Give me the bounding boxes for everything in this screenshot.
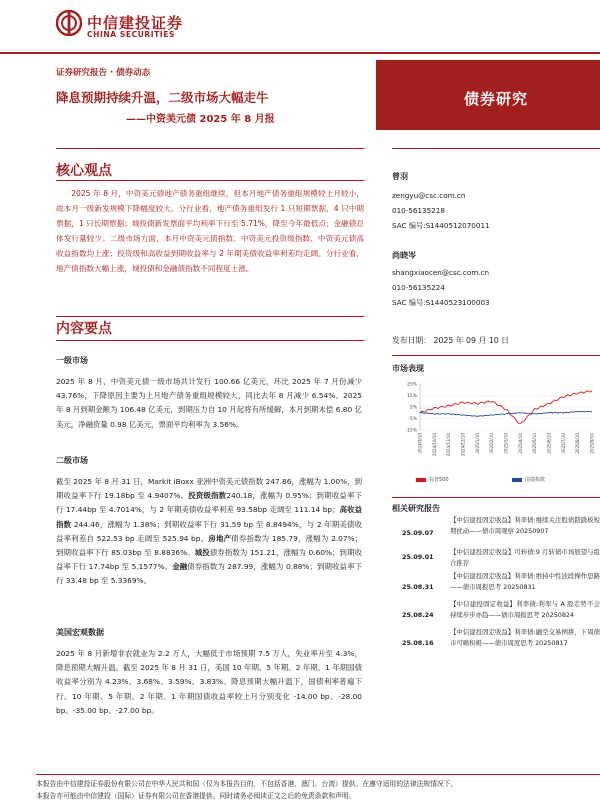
x-tick-label: 2025/9/10 bbox=[589, 433, 595, 454]
related-report-item[interactable] bbox=[392, 547, 600, 569]
core-view-title: 核心观点 bbox=[56, 163, 112, 179]
related-report-item[interactable] bbox=[392, 627, 600, 661]
analyst-name: 尚晓岑 bbox=[392, 251, 416, 260]
y-tick-label: -5% bbox=[408, 417, 417, 423]
y-tick-label: -15% bbox=[405, 428, 417, 434]
divider bbox=[56, 340, 364, 341]
chart-legend bbox=[392, 476, 600, 486]
logo-text-en: CHINA SECURITIES bbox=[87, 30, 175, 39]
related-report-item[interactable] bbox=[392, 515, 600, 549]
footer-divider bbox=[36, 774, 600, 775]
y-tick-label: 15% bbox=[406, 394, 417, 400]
analyst-email[interactable]: shangxiaocen@csc.com.cn bbox=[392, 268, 490, 277]
related-report-date: 25.08.31 bbox=[402, 583, 434, 591]
x-tick-label: 2025/1/10 bbox=[474, 433, 480, 454]
x-tick-label: 2025/2/10 bbox=[489, 433, 495, 454]
x-tick-label: 2024/12/10 bbox=[460, 433, 466, 457]
company-logo bbox=[56, 8, 216, 44]
publish-date: 发布日期： 2025 年 09 月 10 日 bbox=[392, 336, 509, 345]
divider bbox=[56, 148, 364, 149]
legend-item: 标普500 bbox=[416, 476, 449, 483]
related-report-title[interactable]: 【中信建投固定收益】利率债:利率与 A 股走势不会持续步步亦趋——债市周报思考 20250824 bbox=[450, 600, 600, 619]
x-tick-label: 2025/3/10 bbox=[503, 433, 509, 454]
x-tick-label: 2025/8/10 bbox=[575, 433, 581, 454]
analyst-phone: 010-56135224 bbox=[392, 283, 445, 292]
related-report-date: 25.08.24 bbox=[402, 611, 434, 619]
divider bbox=[392, 148, 600, 149]
y-tick-label: 5% bbox=[409, 405, 417, 411]
secondary-market-heading: 二级市场 bbox=[56, 456, 88, 465]
related-report-title[interactable]: 【中信建投固定收益】利率债:融空交易例拼，下周债市可略积极——债市周度思考 20250817 bbox=[450, 628, 600, 647]
us-macro-text: 2025 年 8 月新增非农就业为 2.2 万人，大幅低于市场预期 7.5 万人，失业率升至 4.3%，降息预期大幅升温。截至 2025 年 8 月 31 日，美国 10 年期、5 年期、2 年期、1 年期国债收益率分别为 4.23%、3.68%、3.59%、3.83%。降息预期大幅升温下，国债利率普遍下行。10 年期、5 年期、2 年期、1 年期国债收益率较上月分别变化 -14.00 bp、-28.00 bp、-35.00 bp、-27.00 bp。 bbox=[56, 649, 362, 715]
report-subtitle: ——中资美元债 2025 年 8 月报 bbox=[126, 114, 275, 125]
report-title: 降息预期持续升温，二级市场大幅走牛 bbox=[56, 90, 269, 105]
y-tick-label: 25% bbox=[406, 382, 417, 388]
related-report-date: 25.09.01 bbox=[402, 553, 434, 561]
primary-market-text: 2025 年 8 月，中资美元债一级市场共计发行 100.66 亿美元，环比 2025 年 7 月份减少 43.76%，下降原因主要为上月地产债务重组规模较大，同比去年 8 月减少 6.54%。2025 年 8 月到期金额为 106.48 亿美元，到期压力自 10 月起将有所缓解，本月到期未偿 6.80 亿美元，净融资量 0.98 亿美元，票面平均利率为 3.56%。 bbox=[56, 377, 362, 429]
core-view-text: 2025 年 8 月，中资美元债地产债务重组继续，但本月地产债务重组规模较上月较小，故本月一级新发规模下降幅度较大。分行业看，地产债务重组发行 1 只短期票据，4 只中期票据，1 只长期票据；城投债新发票面平均利率下行至 5.71%，降至今年最低点；金融债总体发行量较少。二级市场方面，本月中资美元债指数、中资美元投资级指数、中资美元债高收益指数均上涨；投资级和高收益到期收益率与 2 年期美债收益率利差均走阔。分行业看，地产债指数大幅上涨，城投债和金融债指数不同程度上涨。 bbox=[56, 189, 364, 273]
x-tick-label: 2025/5/10 bbox=[532, 433, 538, 454]
x-tick-label: 2024/11/10 bbox=[446, 433, 452, 457]
legend-swatch bbox=[512, 478, 522, 482]
related-report-date: 25.09.07 bbox=[402, 529, 434, 537]
analyst-name: 曾羽 bbox=[392, 172, 408, 181]
related-report-title[interactable]: 【中信建投固定收益】利率债:继续关注股债跷跷板短期扰动——债市周观察 20250907 bbox=[450, 516, 600, 535]
legend-item: 国债指数 bbox=[512, 476, 545, 483]
x-tick-label: 2025/4/10 bbox=[517, 433, 523, 454]
related-report-date: 25.08.16 bbox=[402, 639, 434, 647]
analyst-email[interactable]: zengyu@csc.com.cn bbox=[392, 191, 466, 200]
us-macro-heading: 美国宏观数据 bbox=[56, 628, 104, 637]
x-tick-label: 2024/9/10 bbox=[417, 433, 423, 454]
related-research-heading: 相关研究报告 bbox=[392, 504, 440, 513]
logo-icon bbox=[56, 10, 82, 36]
analyst-sac: SAC 编号:S1440512070011 bbox=[392, 221, 490, 230]
secondary-market-text: 截至 2025 年 8 月 31 日，Markit iBoxx 亚洲中资美元债指数 247.86，涨幅为 1.00%，到期收益率下行 19.18bp 至 4.9407%。投资级指数240.18，涨幅为 0.95%；到期收益率下行 17.44bp 至 4.7014%，与 2 年期美债收益率利差 93.58bp 走阔至 111.14 bp；高收益指数 244.46，涨幅为 1.38%；到期收益率下行 31.59 bp 至 8.8494%，与 2 年期美债收益率利差自 522.53 bp 走阔至 525.94 bp。房地产债券指数为 185.79，涨幅为 2.07%；到期收益率下行 85.03bp 至 8.8836%。城投债券指数为 151.21，涨幅为 0.60%；到期收益率下行 17.74bp 至 5.1577%。金融债券指数为 287.99，涨幅为 0.88%；到期收益率下行 33.48 bp 至 5.3369%。 bbox=[56, 477, 362, 586]
divider bbox=[56, 180, 364, 181]
series-line-bond-index bbox=[420, 411, 592, 416]
report-type: 证券研究报告 · 债券动态 bbox=[56, 68, 151, 78]
x-tick-label: 2025/6/10 bbox=[546, 433, 552, 454]
logo-text-cn: 中信建投证券 bbox=[87, 14, 184, 32]
x-tick-label: 2025/7/10 bbox=[560, 433, 566, 454]
divider bbox=[56, 316, 364, 317]
header-divider bbox=[0, 52, 600, 54]
analyst-phone: 010-56135218 bbox=[392, 206, 445, 215]
market-performance-heading: 市场表现 bbox=[392, 364, 424, 373]
divider bbox=[392, 497, 600, 498]
category-badge-label: 债券研究 bbox=[463, 90, 528, 108]
primary-market-heading: 一级市场 bbox=[56, 356, 88, 365]
related-report-title[interactable]: 【中信建投固定收益】可转债:9 月转债市场展望与组合推荐 bbox=[450, 548, 600, 567]
divider bbox=[392, 355, 600, 356]
category-badge bbox=[376, 60, 600, 130]
disclaimer-line: 本报告由中信建投证券股份有限公司在中华人民共和国（仅为本报告目的，不包括香港、澳门、台湾）提供。在遵守适用的法律法规情况下， bbox=[36, 780, 458, 788]
related-report-title[interactable]: 【中信建投固定收益】利率债:维持中性波段操作思路——债市周报思考 20250831 bbox=[450, 572, 600, 591]
market-performance-chart bbox=[392, 380, 600, 470]
legend-swatch bbox=[416, 478, 426, 482]
disclaimer bbox=[36, 778, 600, 800]
x-tick-label: 2024/10/10 bbox=[431, 433, 437, 457]
analyst-sac: SAC 编号:S1440523100003 bbox=[392, 298, 490, 307]
disclaimer-line: 本报告亦可能由中信建投（国际）证券有限公司在香港提供。同时请务必阅读正文之后的免责条款和声明。 bbox=[36, 792, 356, 800]
key-points-title: 内容要点 bbox=[56, 321, 112, 337]
